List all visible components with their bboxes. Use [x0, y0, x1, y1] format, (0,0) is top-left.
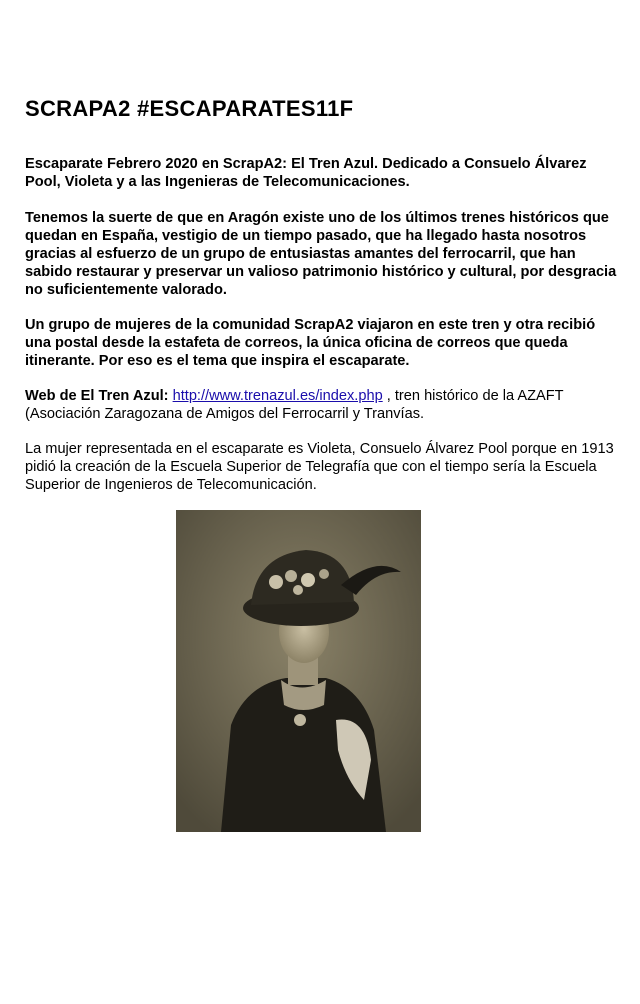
portrait-image [176, 510, 421, 832]
intro-paragraph: Escaparate Febrero 2020 en ScrapA2: El Tren Azul. Dedicado a Consuelo Álvarez Pool, Violeta y a las Ingenieras de Telecomunicaciones. [25, 156, 587, 190]
web-description: , tren histórico de la AZAFT (Asociación Zaragozana de Amigos del Ferrocarril y Tranvías. [25, 388, 564, 422]
trenazul-link[interactable]: http://www.trenazul.es/index.php [172, 388, 383, 404]
train-paragraph: Tenemos la suerte de que en Aragón existe uno de los últimos trenes históricos que quedan en España, vestigio de un tiempo pasado, que ha llegado hasta nosotros gracias al esfuerzo de un grupo de entusiastas amantes del ferrocarril, que han sabido restaurar y preservar un valioso patrimonio histórico y cultural, por desgracia no suficientemente valorado. [25, 210, 617, 298]
violeta-paragraph: La mujer representada en el escaparate es Violeta, Consuelo Álvarez Pool porque en 1913 pidió la creación de la Escuela Superior de Telegrafía que con el tiempo sería la Escuela Superior de Ingenieros de Telecomunicación. [25, 441, 614, 493]
web-paragraph [25, 387, 625, 423]
group-paragraph: Un grupo de mujeres de la comunidad ScrapA2 viajaron en este tren y otra recibió una postal desde la estafeta de correos, la única oficina de correos que queda itinerante. Por eso es el tema que inspira el escaparate. [25, 317, 596, 369]
portrait-photo [176, 510, 421, 832]
web-label: Web de El Tren Azul: [25, 388, 169, 404]
page-title: SCRAPA2 #ESCAPARATES11F [25, 96, 354, 121]
